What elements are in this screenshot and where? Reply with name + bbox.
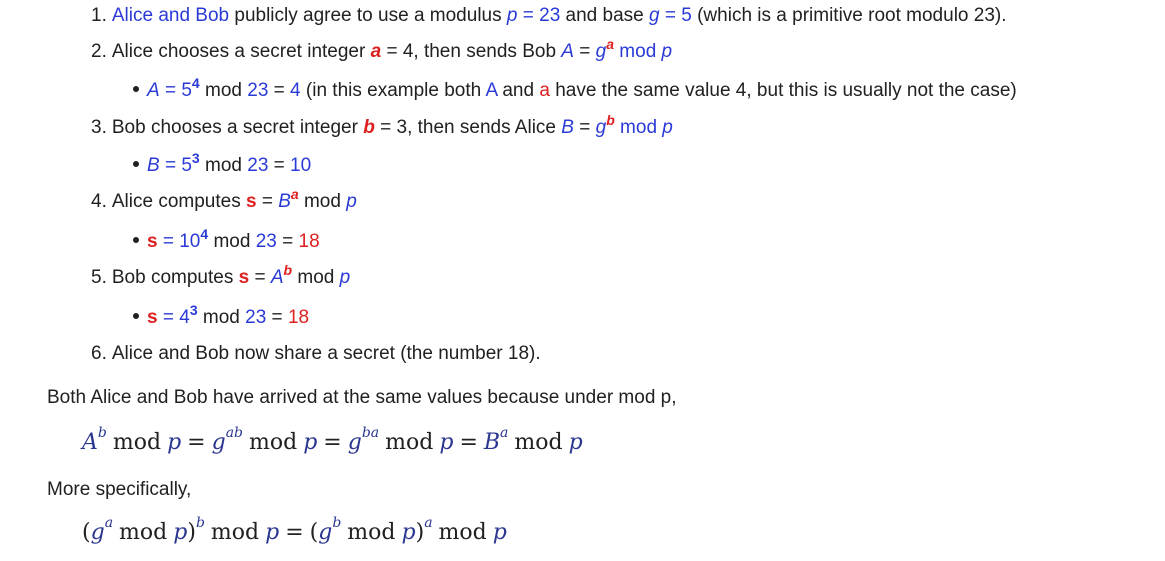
var-b: b [363, 117, 375, 138]
var-s: s [238, 267, 250, 288]
var-p: p [506, 5, 518, 26]
math-exp: ab [225, 424, 243, 441]
value-23: = 23 [517, 5, 561, 26]
math-exp: a [104, 514, 114, 531]
math-op: mod [119, 520, 168, 545]
var-p: p [662, 117, 673, 138]
alice-and-bob-link[interactable]: Alice and Bob [111, 5, 230, 26]
math-eq: = [285, 520, 304, 545]
var-p: p [661, 41, 673, 62]
step-text: Bob chooses a secret integer [111, 117, 364, 138]
expr-text: = 5 [159, 80, 192, 101]
step-text: = [256, 191, 279, 212]
step-5-detail [133, 301, 310, 330]
math-exp: a [424, 514, 433, 531]
math-op: mod [514, 430, 563, 455]
note-text: and [497, 80, 540, 101]
math-var: g [318, 520, 333, 545]
math-op: mod [112, 430, 162, 455]
mod-text: mod [208, 231, 256, 252]
step-number: 6. [91, 343, 107, 364]
value-10: 10 [290, 155, 312, 176]
var-B: B [278, 191, 291, 212]
note-text: (in this example both [300, 80, 486, 101]
math-var: p [401, 520, 416, 545]
math-var: p [167, 430, 182, 455]
exponent: 4 [191, 74, 200, 91]
var-p: p [346, 191, 357, 212]
expr-text: = 10 [157, 231, 201, 252]
math-eq: = [323, 430, 342, 455]
math-paren: ( [82, 520, 91, 545]
var-s: s [147, 307, 158, 328]
math-eq: = [187, 430, 206, 455]
paragraph-more-specifically: More specifically, [47, 479, 192, 500]
eq-text: = [268, 155, 291, 176]
step-4 [91, 185, 357, 214]
step-3 [91, 111, 673, 140]
step-1 [91, 4, 1007, 28]
paragraph-explanation: Both Alice and Bob have arrived at the same values because under mod p, [47, 387, 677, 408]
var-s: s [245, 191, 257, 212]
expr-text: = 5 [159, 155, 192, 176]
step-text: Alice computes [111, 191, 246, 212]
var-a: a [370, 41, 382, 62]
math-var: g [211, 430, 226, 455]
step-number: 4. [91, 191, 107, 212]
step-text: Alice chooses a secret integer [111, 41, 371, 62]
exp-b: b [606, 111, 615, 128]
math-exp: b [332, 514, 342, 531]
step-text: (which is a primitive root modulo 23). [691, 5, 1007, 26]
value-23: 23 [255, 231, 277, 252]
math-var: p [303, 430, 318, 455]
mod-text: mod [614, 117, 663, 138]
eq-text: = [266, 307, 288, 328]
exp-b: b [283, 261, 293, 278]
math-exp: ba [361, 424, 380, 441]
value-18: 18 [287, 307, 310, 328]
math-var: g [90, 520, 105, 545]
step-2 [91, 35, 673, 64]
exp-a: a [290, 185, 299, 202]
math-op: mod [210, 520, 260, 545]
value-23: 23 [245, 307, 267, 328]
value-23: 23 [247, 80, 269, 101]
mod-text: mod [197, 307, 246, 328]
mod-text: mod [298, 191, 347, 212]
bullet-icon [133, 86, 139, 92]
var-A: A [485, 80, 498, 101]
formula-specific [82, 514, 507, 548]
exponent: 3 [191, 149, 200, 166]
math-var: A [82, 430, 98, 455]
math-exp: a [500, 424, 509, 441]
eq-text: = [268, 80, 291, 101]
step-text: = [573, 41, 596, 62]
bullet-icon [133, 313, 139, 319]
step-text: = [249, 267, 271, 288]
step-text: publicly agree to use a modulus [229, 5, 507, 26]
step-text: = 3, then sends Alice [374, 117, 562, 138]
var-a: a [539, 80, 550, 101]
step-2-detail [133, 74, 1017, 103]
math-paren: ) [187, 520, 196, 545]
expr-text: = 4 [157, 307, 190, 328]
mod-text: mod [199, 80, 248, 101]
math-var: g [347, 430, 362, 455]
value-18: 18 [298, 231, 320, 252]
step-3-detail [133, 149, 312, 178]
var-B: B [561, 117, 574, 138]
step-text: Alice and Bob now share a secret (the number 18). [111, 343, 541, 364]
math-op: mod [385, 430, 434, 455]
mod-text: mod [292, 267, 340, 288]
math-var: p [265, 520, 280, 545]
step-text: and base [560, 5, 650, 26]
math-var: p [173, 520, 188, 545]
step-4-detail [133, 225, 320, 254]
math-exp: b [195, 514, 205, 531]
var-g: g [595, 41, 607, 62]
value-23: 23 [247, 155, 269, 176]
value-5: = 5 [659, 5, 692, 26]
math-op: mod [249, 430, 298, 455]
step-number: 5. [91, 267, 107, 288]
math-paren: ( [309, 520, 319, 545]
exponent: 4 [200, 225, 209, 242]
math-paren: ) [415, 520, 425, 545]
math-var: B [483, 430, 501, 455]
step-text: Bob computes [111, 267, 239, 288]
var-s: s [147, 231, 158, 252]
step-6 [91, 342, 541, 366]
math-var: p [492, 520, 507, 545]
var-p: p [339, 267, 351, 288]
mod-text: mod [614, 41, 662, 62]
step-number: 2. [91, 41, 107, 62]
step-text: = [573, 117, 596, 138]
math-var: p [568, 430, 583, 455]
var-A: A [561, 41, 574, 62]
var-A: A [270, 267, 284, 288]
var-g: g [649, 5, 660, 26]
math-var: p [439, 430, 454, 455]
math-op: mod [438, 520, 487, 545]
formula-equivalence [82, 424, 583, 458]
step-number: 1. [91, 5, 107, 26]
var-A: A [147, 80, 160, 101]
math-exp: b [97, 424, 107, 441]
value-4: 4 [290, 80, 301, 101]
var-B: B [147, 155, 160, 176]
exp-a: a [606, 35, 615, 52]
bullet-icon [133, 161, 139, 167]
exponent: 3 [189, 301, 198, 318]
math-eq: = [459, 430, 478, 455]
var-g: g [595, 117, 607, 138]
eq-text: = [276, 231, 299, 252]
mod-text: mod [199, 155, 248, 176]
math-op: mod [347, 520, 396, 545]
bullet-icon [133, 237, 139, 243]
step-5 [91, 261, 351, 290]
step-number: 3. [91, 117, 107, 138]
note-text: have the same value 4, but this is usually not the case) [549, 80, 1017, 101]
step-text: = 4, then sends Bob [381, 41, 562, 62]
